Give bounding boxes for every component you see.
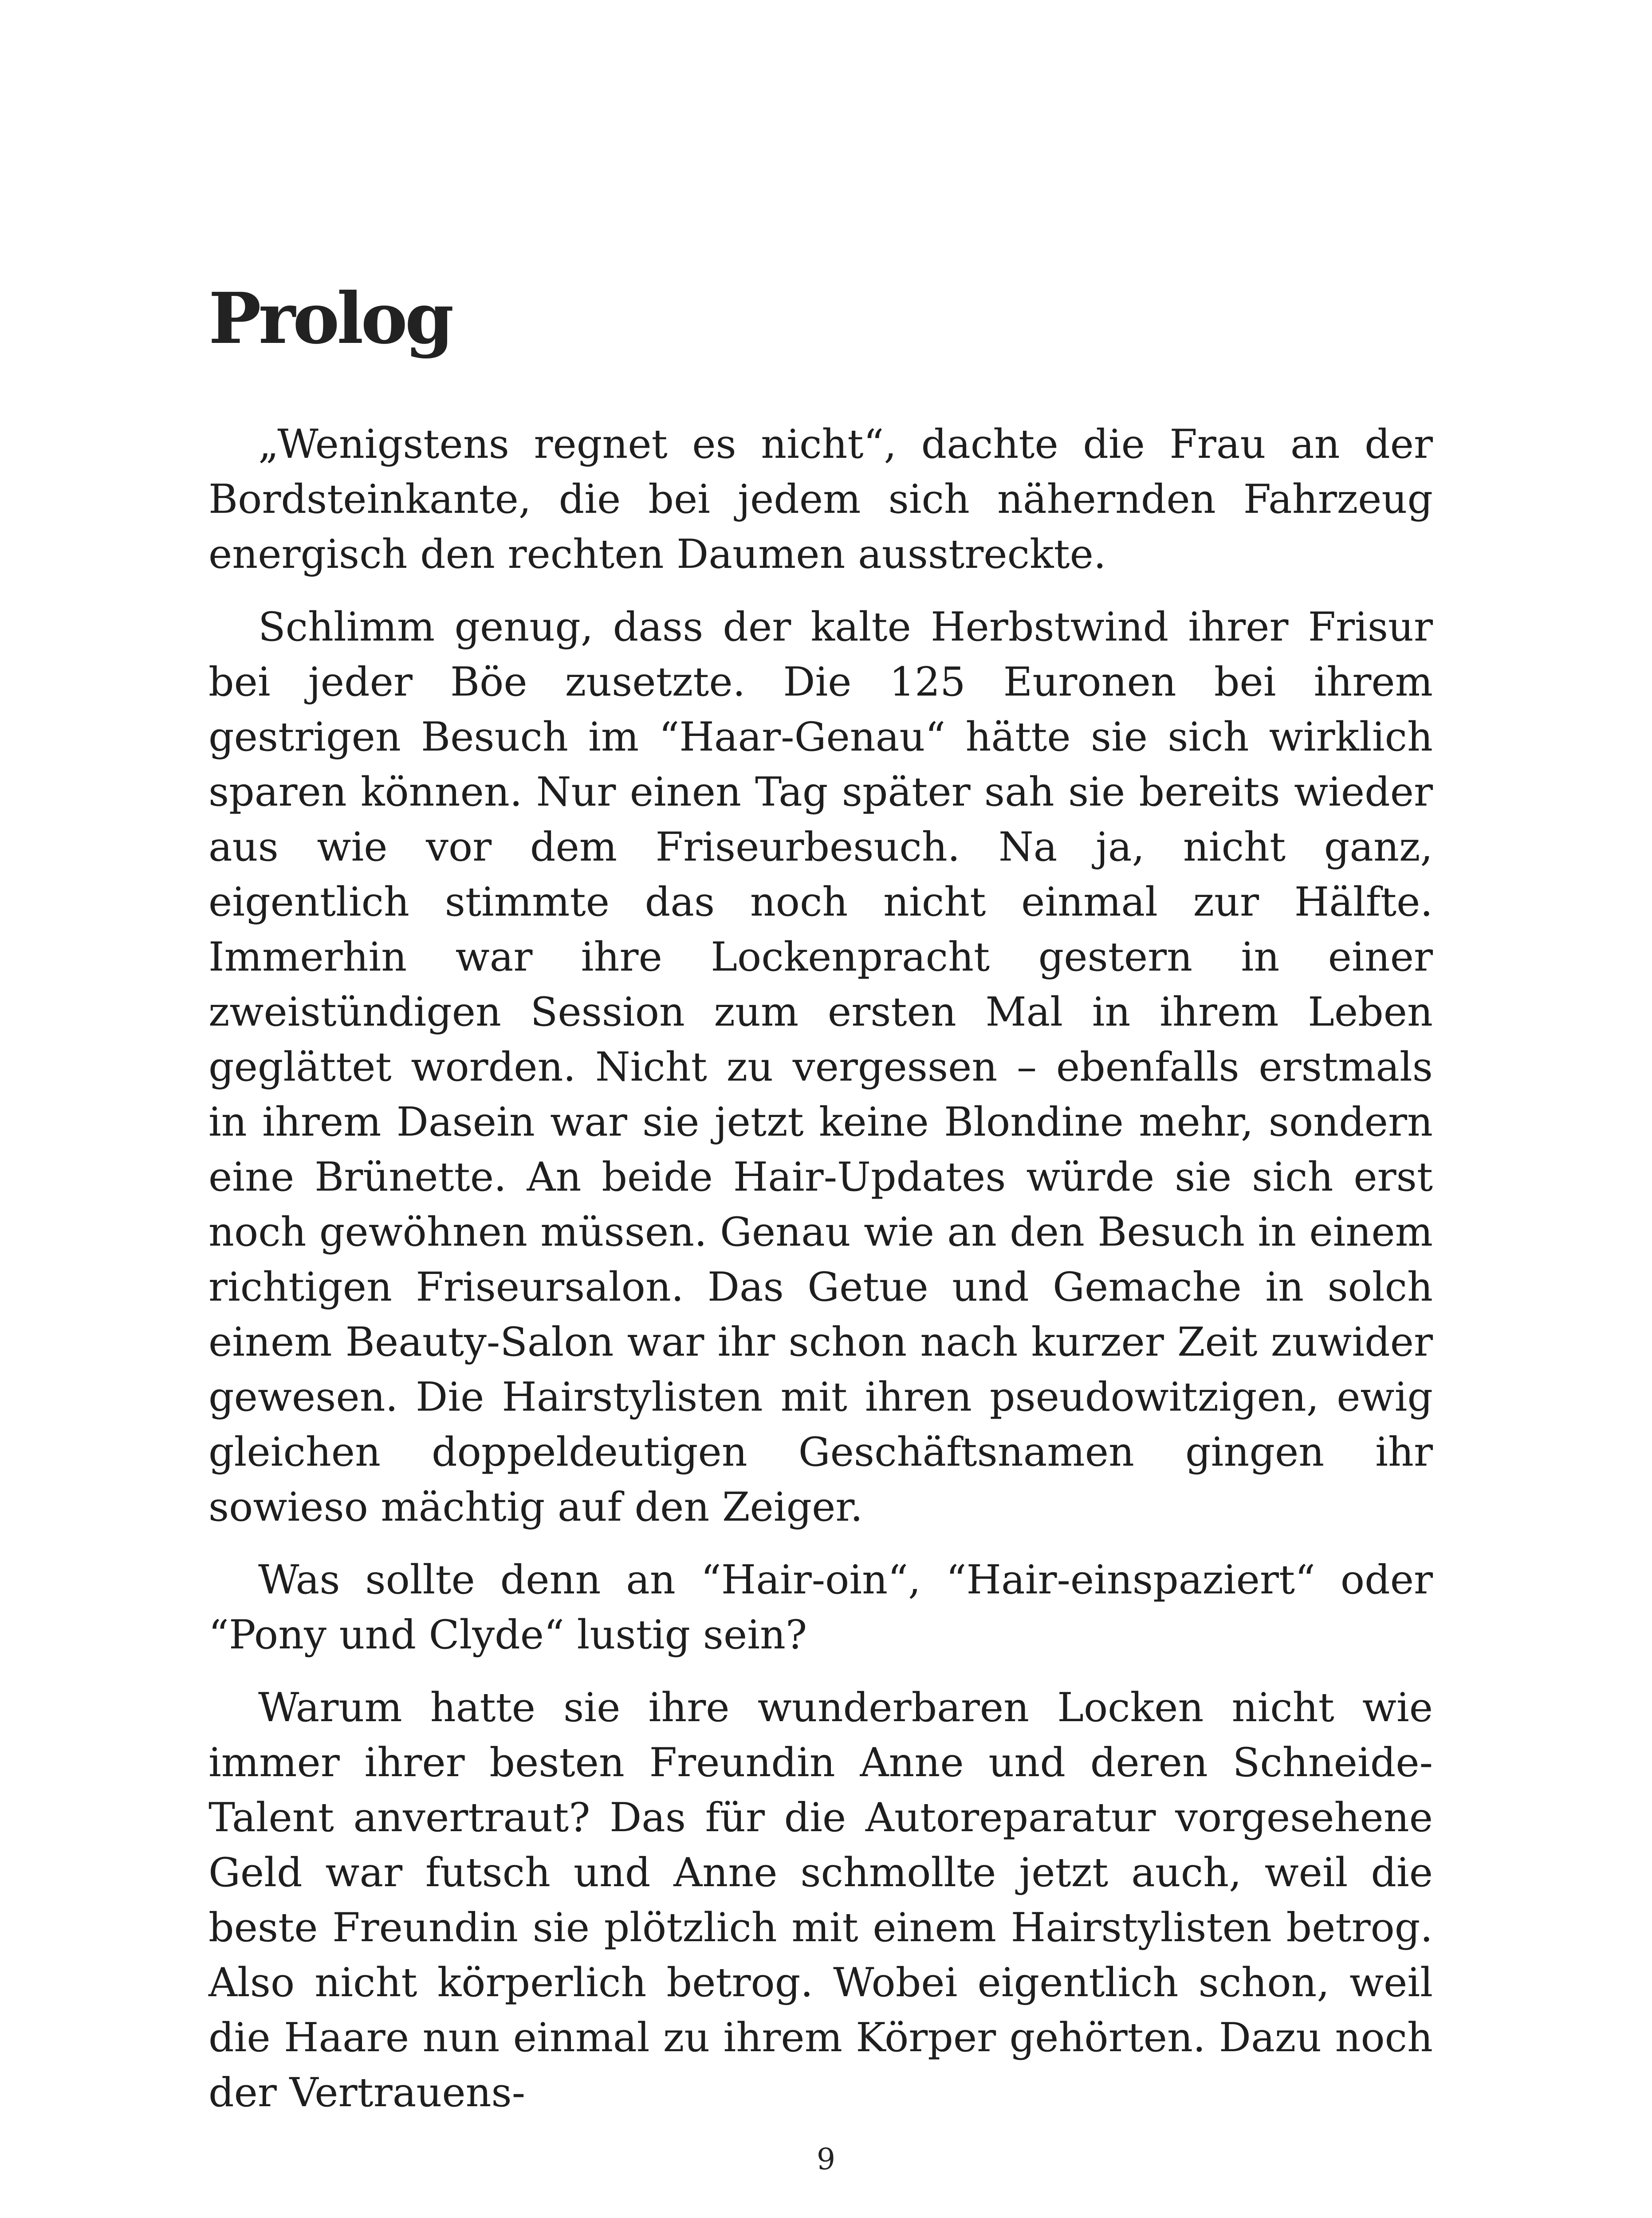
paragraph-2: Schlimm genug, dass der kalte Herbstwind ihrer Frisur bei jeder Böe zusetzte. Die 125 Euronen bei ihrem gestrigen Besuch im “Haar-Genau“ hätte sie sich wirklich sparen können. Nur einen Tag später sah sie bereits wieder aus wie vor dem Friseurbesuch. Na ja, nicht ganz, eigentlich stimmte das noch nicht einmal zur Hälfte. Immerhin war ihre Lockenpracht gestern in einer zweistündigen Session zum ersten Mal in ihrem Leben geglättet worden. Nicht zu vergessen – ebenfalls erstmals in ihrem Dasein war sie jetzt keine Blondine mehr, sondern eine Brünette. An beide Hair-Updates würde sie sich erst noch gewöhnen müssen. Genau wie an den Besuch in einem richtigen Friseursalon. Das Getue und Gemache in solch einem Beauty-Salon war ihr schon nach kurzer Zeit zuwider gewesen. Die Hairstylisten mit ihren pseudowitzigen, ewig gleichen doppeldeutigen Geschäftsnamen gingen ihr sowieso mächtig auf den Zeiger. [208, 604, 1433, 1530]
page-number: 9 [817, 2142, 835, 2176]
chapter-title: Prolog [208, 278, 452, 360]
body-text [208, 417, 1433, 2138]
paragraph-1: „Wenigstens regnet es nicht“, dachte die Frau an der Bordsteinkante, die bei jedem sich nähernden Fahrzeug energisch den rechten Daumen ausstreckte. [208, 421, 1433, 578]
paragraph-4: Warum hatte sie ihre wunderbaren Locken nicht wie immer ihrer besten Freundin Anne und deren Schneide-Talent anvertraut? Das für die Autoreparatur vorgesehene Geld war futsch und Anne schmollte jetzt auch, weil die beste Freundin sie plötzlich mit einem Hairstylisten betrog. Also nicht körperlich betrog. Wobei eigentlich schon, weil die Haare nun einmal zu ihrem Körper gehörten. Dazu noch der Vertrauens- [208, 1684, 1433, 2116]
paragraph-3: Was sollte denn an “Hair-oin“, “Hair-einspaziert“ oder “Pony und Clyde“ lustig sein? [208, 1557, 1433, 1658]
